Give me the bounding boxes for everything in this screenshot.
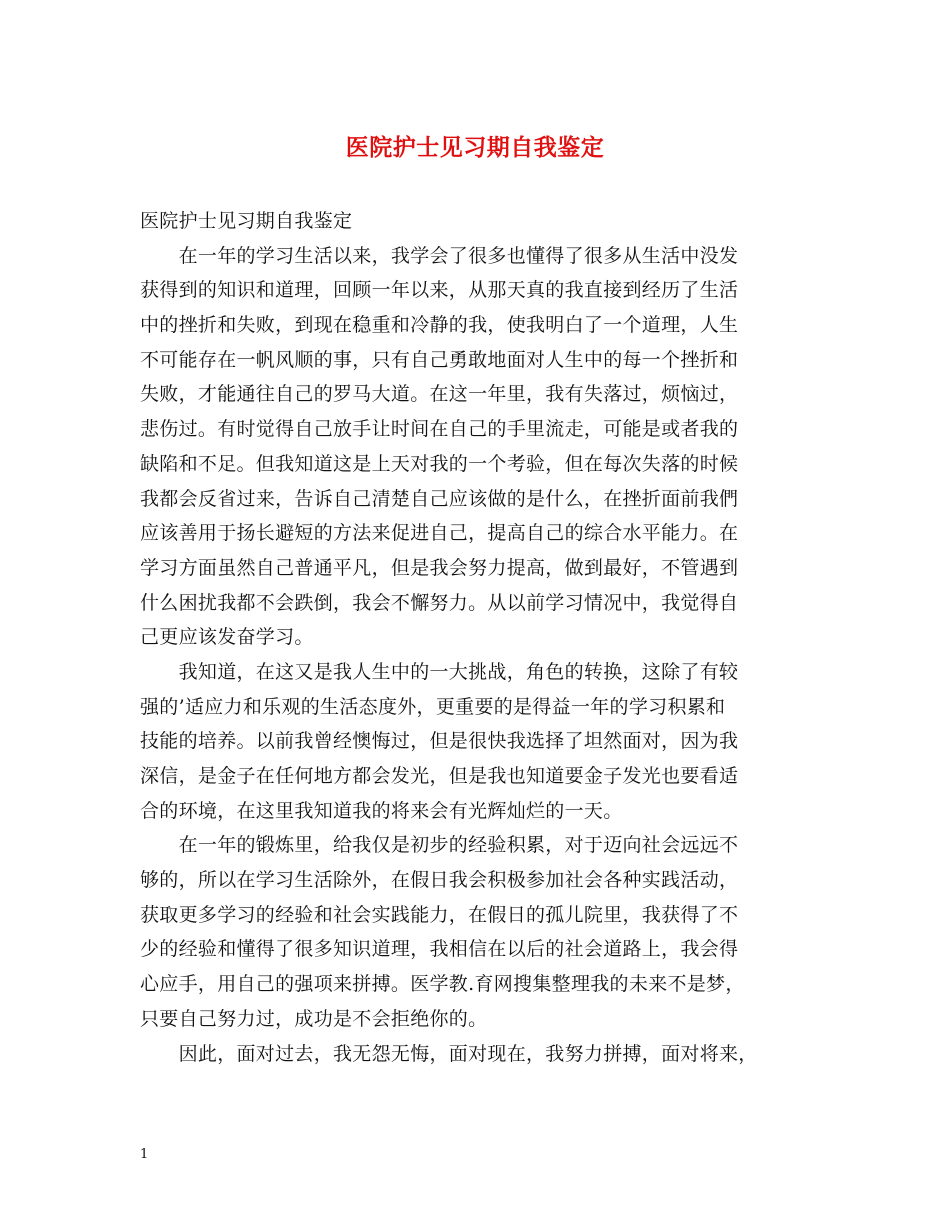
body-line: 技能的培养。以前我曾经懊悔过，但是很快我选择了坦然面对，因为我 — [140, 730, 739, 753]
body-line: 少的经验和懂得了很多知识道理，我相信在以后的社会道路上，我会得 — [140, 938, 739, 961]
body-line: 中的挫折和失败，到现在稳重和冷静的我，使我明白了一个道理，人生 — [140, 314, 739, 337]
body-line: 失败，才能通往自己的罗马大道。在这一年里，我有失落过，烦恼过， — [140, 383, 739, 406]
body-line: 获得到的知识和道理，回顾一年以来，从那天真的我直接到经历了生活 — [140, 279, 739, 302]
body-line: 悲伤过。有时觉得自己放手让时间在自己的手里流走，可能是或者我的 — [140, 418, 739, 441]
body-line: 心应手，用自己的强项来拼搏。医学教.育网搜集整理我的未来不是梦， — [140, 973, 745, 996]
body-line: 因此，面对过去，我无怨无悔，面对现在，我努力拼搏，面对将来， — [140, 1042, 758, 1065]
body-line: 深信，是金子在任何地方都会发光，但是我也知道要金子发光也要看适 — [140, 765, 739, 787]
body-line: 在一年的锻炼里，给我仅是初步的经验积累，对于迈向社会远远不 — [140, 834, 739, 857]
body-line: 缺陷和不足。但我知道这是上天对我的一个考验，但在每次失落的时候 — [140, 452, 739, 475]
body-line: 我知道，在这又是我人生中的一大挑战，角色的转换，这除了有较 — [140, 660, 739, 683]
body-line: 应该善用于扬长避短的方法来促进自己，提高自己的综合水平能力。在 — [140, 522, 739, 545]
body-line: 够的，所以在学习生活除外，在假日我会积极参加社会各种实践活动， — [140, 869, 739, 892]
body-line: 不可能存在一帆风顺的事，只有自己勇敢地面对人生中的每一个挫折和 — [140, 348, 739, 371]
body-line: 获取更多学习的经验和社会实践能力，在假日的孤儿院里，我获得了不 — [140, 903, 739, 926]
body-line: 合的环境，在这里我知道我的将来会有光辉灿烂的一天。 — [140, 799, 623, 822]
body-line: 我都会反省过来，告诉自己清楚自己应该做的是什么，在挫折面前我們 — [140, 487, 739, 510]
page-number: 1 — [140, 1147, 149, 1162]
body-line: 只要自己努力过，成功是不会拒绝你的。 — [140, 1007, 488, 1030]
body-line: 医院护士见习期自我鉴定 — [140, 210, 353, 232]
document-body — [140, 204, 820, 1071]
body-line: 学习方面虽然自己普通平凡，但是我会努力提高，做到最好，不管遇到 — [140, 556, 739, 579]
body-line: 己更应该发奋学习。 — [140, 626, 314, 649]
body-line: 在一年的学习生活以来，我学会了很多也懂得了很多从生活中没发 — [140, 244, 739, 267]
document-title: 医院护士见习期自我鉴定 — [345, 134, 605, 161]
body-line: 强的’适应力和乐观的生活态度外，更重要的是得益一年的学习积累和 — [140, 695, 726, 718]
body-line: 什么困扰我都不会跌倒，我会不懈努力。从以前学习情况中，我觉得自 — [140, 591, 739, 614]
